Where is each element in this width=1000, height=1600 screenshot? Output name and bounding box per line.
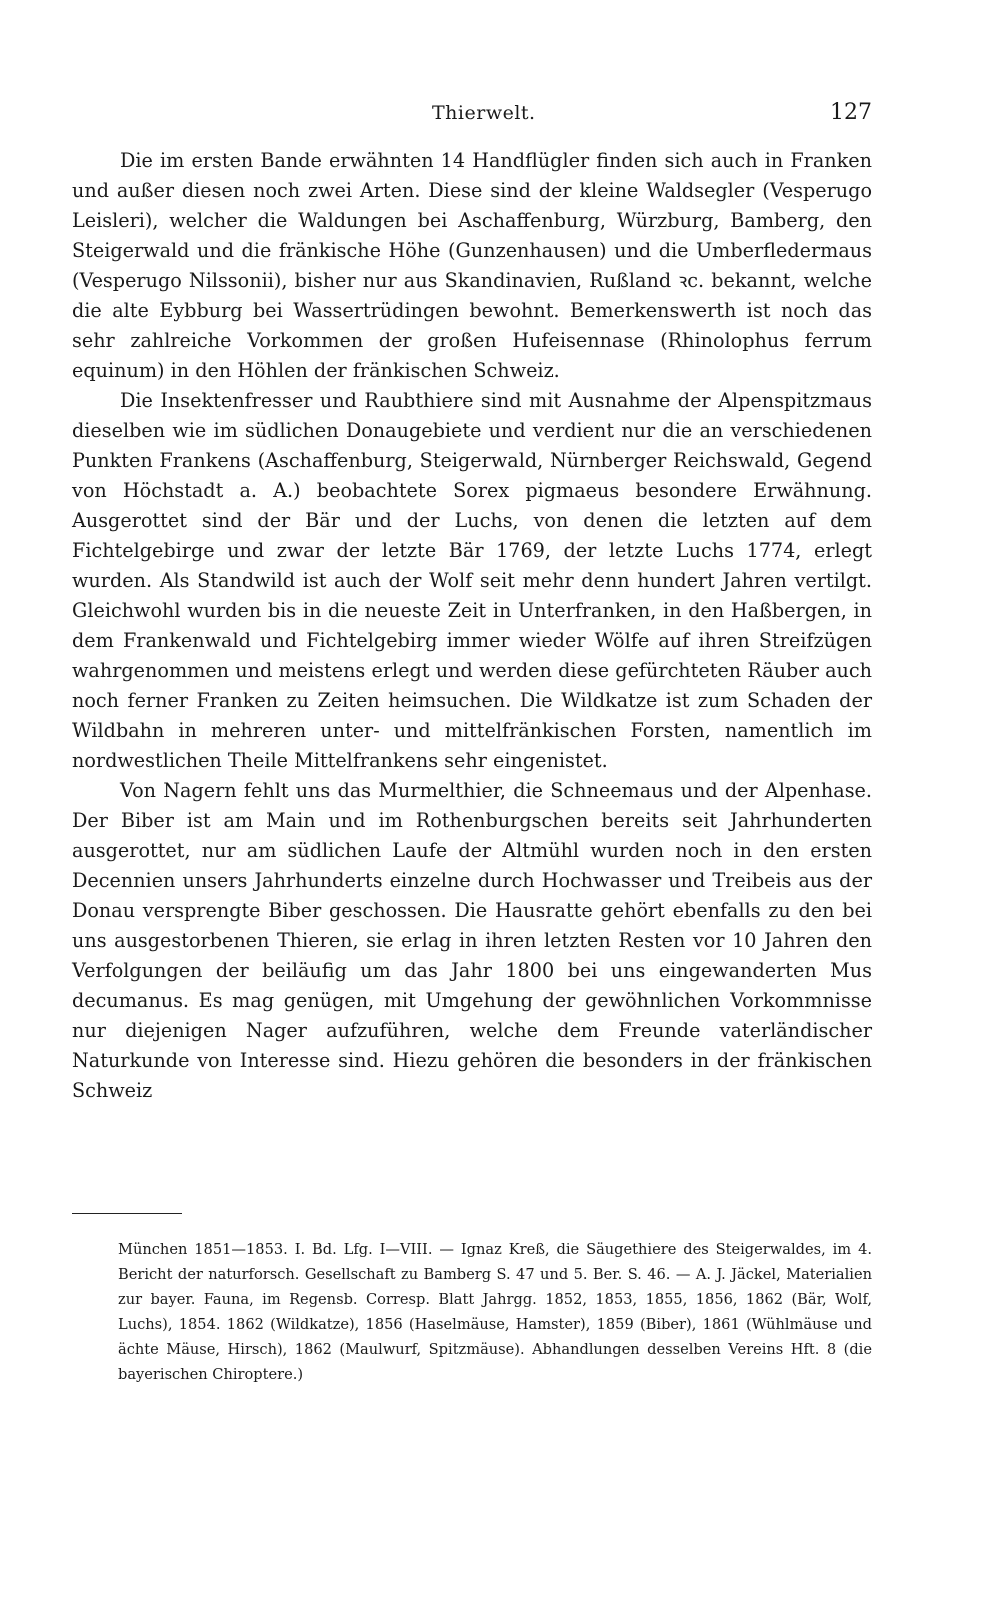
- running-head: Thierwelt.: [432, 102, 536, 124]
- footnote-separator: [72, 1213, 182, 1214]
- footnote: München 1851—1853. I. Bd. Lfg. I—VIII. — Ignaz Kreß, die Säugethiere des Steigerwaldes, im 4. Bericht der naturforsch. Gesellschaft zu Bamberg S. 47 und 5. Ber. S. 46. — A. J. Jäckel, Materialien zur bayer. Fauna, im Regensb. Corresp. Blatt Jahrgg. 1852, 1853, 1855, 1856, 1862 (Bär, Wolf, Luchs), 1854. 1862 (Wildkatze), 1856 (Haselmäuse, Hamster), 1859 (Biber), 1861 (Wühlmäuse und ächte Mäuse, Hirsch), 1862 (Maulwurf, Spitzmäuse). Abhandlungen desselben Vereins Hft. 8 (die bayerischen Chiroptere.): [118, 1241, 872, 1383]
- paragraph-rodents: Von Nagern fehlt uns das Murmelthier, die Schneemaus und der Alpenhase. Der Biber ist am Main und im Rothenburgschen bereits seit Jahrhunderten ausgerottet, nur am südlichen Laufe der Altmühl wurden noch in den ersten Decennien unsers Jahrhunderts einzelne durch Hochwasser und Treibeis aus der Donau versprengte Biber geschossen. Die Hausratte gehört ebenfalls zu den bei uns ausgestorbenen Thieren, sie erlag in ihren letzten Resten vor 10 Jahren den Verfolgungen der beiläufig um das Jahr 1800 bei uns eingewanderten Mus decumanus. Es mag genügen, mit Umgehung der gewöhnlichen Vorkommnisse nur diejenigen Nager aufzuführen, welche dem Freunde vaterländischer Naturkunde von Interesse sind. Hiezu gehören die besonders in der fränkischen Schweiz: [72, 779, 872, 1102]
- page-header: [72, 100, 872, 132]
- body-text: [72, 146, 872, 1106]
- paragraph-insectivores-predators: Die Insektenfresser und Raubthiere sind mit Ausnahme der Alpenspitzmaus dieselben wie im südlichen Donaugebiete und verdient nur die an verschiedenen Punkten Frankens (Aschaffenburg, Steigerwald, Nürnberger Reichswald, Gegend von Höchstadt a. A.) beobachtete Sorex pigmaeus besondere Erwähnung. Ausgerottet sind der Bär und der Luchs, von denen die letzten auf dem Fichtelgebirge und zwar der letzte Bär 1769, der letzte Luchs 1774, erlegt wurden. Als Standwild ist auch der Wolf seit mehr denn hundert Jahren vertilgt. Gleichwohl wurden bis in die neueste Zeit in Unterfranken, in den Haßbergen, in dem Frankenwald und Fichtelgebirg immer wieder Wölfe auf ihren Streifzügen wahrgenommen und meistens erlegt und werden diese gefürchteten Räuber auch noch ferner Franken zu Zeiten heimsuchen. Die Wildkatze ist zum Schaden der Wildbahn in mehreren unter- und mittelfränkischen Forsten, namentlich im nordwestlichen Theile Mittelfrankens sehr eingenistet.: [72, 389, 872, 772]
- paragraph-bats: Die im ersten Bande erwähnten 14 Handflügler finden sich auch in Franken und außer diesen noch zwei Arten. Diese sind der kleine Waldsegler (Vesperugo Leisleri), welcher die Waldungen bei Aschaffenburg, Würzburg, Bamberg, den Steigerwald und die fränkische Höhe (Gunzenhausen) und die Umberfledermaus (Vesperugo Nilssonii), bisher nur aus Skandinavien, Rußland ꝛc. bekannt, welche die alte Eybburg bei Wassertrüdingen bewohnt. Bemerkenswerth ist noch das sehr zahlreiche Vorkommen der großen Hufeisennase (Rhinolophus ferrum equinum) in den Höhlen der fränkischen Schweiz.: [72, 149, 872, 382]
- page-number: 127: [830, 100, 872, 125]
